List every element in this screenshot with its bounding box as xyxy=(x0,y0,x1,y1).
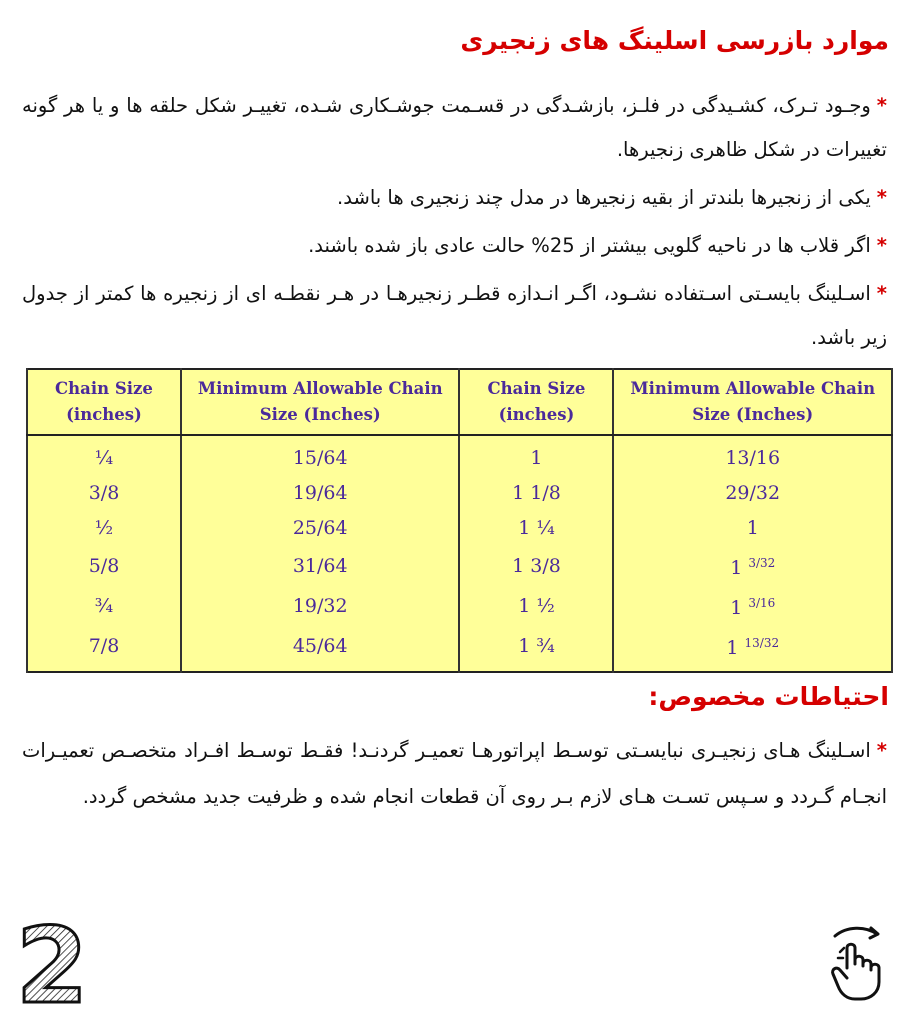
table-row xyxy=(27,476,892,511)
bullet-star: * xyxy=(876,94,887,117)
table-cell: 1 ¾ xyxy=(459,626,613,672)
fraction-part: 3/32 xyxy=(748,556,776,570)
fraction-part: 3/16 xyxy=(748,596,776,610)
header-min-allowable: Minimum Allowable Chain Size (Inches) xyxy=(613,369,892,435)
table-cell: 13/16 xyxy=(613,435,892,476)
table-cell: 1 3/8 xyxy=(459,546,613,586)
bullet-item xyxy=(22,224,887,268)
table-cell: 15/64 xyxy=(181,435,460,476)
table-row xyxy=(27,546,892,586)
header-chain-size: Chain Size (inches) xyxy=(27,369,181,435)
section-subtitle: احتیاطات مخصوص: xyxy=(648,682,889,711)
page-title: موارد بازرسی اسلینگ های زنجیری xyxy=(460,26,889,55)
bullet-star: * xyxy=(876,739,887,762)
table-cell: 25/64 xyxy=(181,511,460,546)
table-row xyxy=(27,626,892,672)
whole-part: 1 xyxy=(730,597,743,619)
table-cell: 1 1/8 xyxy=(459,476,613,511)
table-cell: ¼ xyxy=(27,435,181,476)
table-cell: ½ xyxy=(27,511,181,546)
table-row xyxy=(27,586,892,626)
bullet-item xyxy=(22,272,887,360)
table-row xyxy=(27,511,892,546)
bullet-star: * xyxy=(876,186,887,209)
whole-part: 1 xyxy=(730,557,743,579)
bullet-item xyxy=(22,728,887,820)
header-min-allowable: Minimum Allowable Chain Size (Inches) xyxy=(181,369,460,435)
table-row xyxy=(27,435,892,476)
whole-part: 1 xyxy=(726,637,739,659)
bullet-text: اسـلینگ بایسـتی اسـتفاده نشـود، اگـر انـدازه قطـر زنجیرهـا در هـر نقطـه ای از زنجیره ها کمتر از جدول زیر باشد. xyxy=(22,282,887,349)
page-number-text: 2 xyxy=(15,918,89,1008)
table-cell: 1 xyxy=(459,435,613,476)
table-cell: 5/8 xyxy=(27,546,181,586)
table-cell: 3/8 xyxy=(27,476,181,511)
swipe-hand-icon[interactable] xyxy=(825,924,887,1002)
bullet-item xyxy=(22,84,887,172)
table-cell: 45/64 xyxy=(181,626,460,672)
table-cell xyxy=(613,546,892,586)
inspection-list xyxy=(22,84,887,364)
bullet-star: * xyxy=(876,234,887,257)
table-cell xyxy=(613,626,892,672)
table-cell: 1 ¼ xyxy=(459,511,613,546)
table-cell: 19/32 xyxy=(181,586,460,626)
table-cell xyxy=(613,586,892,626)
table-cell: 1 xyxy=(613,511,892,546)
precautions-list xyxy=(22,728,887,824)
table-cell: 29/32 xyxy=(613,476,892,511)
bullet-item xyxy=(22,176,887,220)
table-cell: ¾ xyxy=(27,586,181,626)
bullet-text: یکی از زنجیرها بلندتر از بقیه زنجیرها در مدل چند زنجیری ها باشد. xyxy=(337,186,871,209)
chain-size-table xyxy=(26,368,893,673)
bullet-text: وجـود تـرک، کشـیدگی در فلـز، بازشـدگی در قسـمت جوشـکاری شـده، تغییـر شکل حلقه ها و یا هر گونه تغییرات در شکل ظاهری زنجیرها. xyxy=(22,94,887,161)
page-number-icon xyxy=(12,918,92,1008)
bullet-text: اگر قلاب ها در ناحیه گلویی بیشتر از 25% حالت عادی باز شده باشند. xyxy=(308,234,871,257)
bullet-star: * xyxy=(876,282,887,305)
table-cell: 31/64 xyxy=(181,546,460,586)
table-cell: 7/8 xyxy=(27,626,181,672)
bullet-text: اسـلینگ هـای زنجیـری نبایسـتی توسـط اپراتورهـا تعمیـر گردنـد! فقـط توسـط افـراد متخصـص تعمیـرات انجـام گـردد و سـپس تسـت هـای لازم بـر روی آن قطعات انجام شده و ظرفیت جدید مشخص گردد. xyxy=(22,739,887,808)
table-header-row xyxy=(27,369,892,435)
header-chain-size: Chain Size (inches) xyxy=(459,369,613,435)
table-cell: 19/64 xyxy=(181,476,460,511)
fraction-part: 13/32 xyxy=(744,636,780,650)
table-cell: 1 ½ xyxy=(459,586,613,626)
